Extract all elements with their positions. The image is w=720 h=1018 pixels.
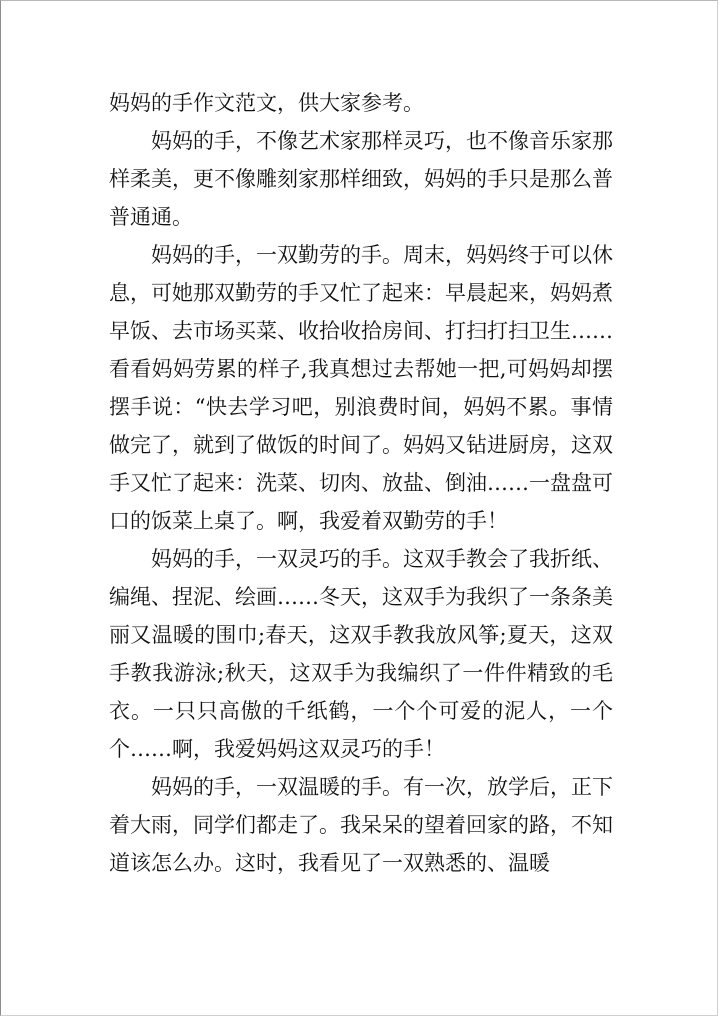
- document-body: [109, 84, 613, 882]
- paragraph-2: 妈妈的手，一双勤劳的手。周末，妈妈终于可以休息，可她那双勤劳的手又忙了起来：早晨起来，妈妈煮早饭、去市场买菜、收拾收拾房间、打扫打扫卫生……看看妈妈劳累的样子,我真想过去帮她一把,可妈妈却摆摆手说：“快去学习吧，别浪费时间，妈妈不累。事情做完了，就到了做饭的时间了。妈妈又钻进厨房，这双手又忙了起来：洗菜、切肉、放盐、倒油……一盘盘可口的饭菜上桌了。啊，我爱着双勤劳的手！: [109, 243, 613, 533]
- paragraph-3: 妈妈的手，一双灵巧的手。这双手教会了我折纸、编绳、捏泥、绘画……冬天，这双手为我织了一条条美丽又温暖的围巾;春天，这双手教我放风筝;夏天，这双手教我游泳;秋天，这双手为我编织了一件件精致的毛衣。一只只高傲的千纸鹤，一个个可爱的泥人，一个个……啊，我爱妈妈这双灵巧的手！: [109, 547, 613, 761]
- intro-line: 妈妈的手作文范文，供大家参考。: [109, 91, 424, 115]
- paragraph-1: 妈妈的手，不像艺术家那样灵巧，也不像音乐家那样柔美，更不像雕刻家那样细致，妈妈的手只是那么普普通通。: [109, 129, 613, 229]
- paragraph-4: 妈妈的手，一双温暖的手。有一次，放学后，正下着大雨，同学们都走了。我呆呆的望着回家的路，不知道该怎么办。这时，我看见了一双熟悉的、温暖: [109, 775, 613, 875]
